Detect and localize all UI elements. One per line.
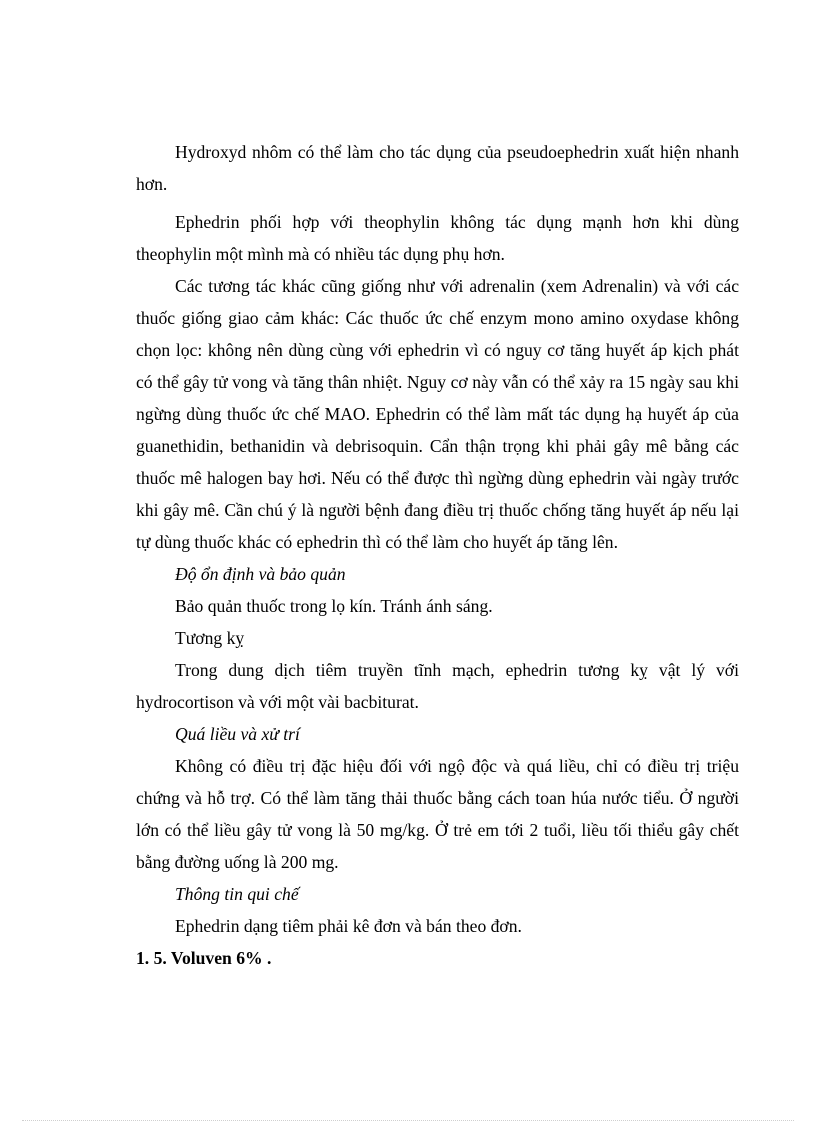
paragraph-theophylline: Ephedrin phối hợp với theophylin không tác dụng mạnh hơn khi dùng theophylin một mình mà có nhiều tác dụng phụ hơn. xyxy=(136,212,739,264)
page-bottom-divider xyxy=(22,1120,794,1121)
heading-incompatibility: Tương kỵ xyxy=(175,628,245,648)
paragraph-aluminum-hydroxide: Hydroxyd nhôm có thể làm cho tác dụng của pseudoephedrin xuất hiện nhanh hơn. xyxy=(136,142,739,194)
section-heading-voluven: 1. 5. Voluven 6% . xyxy=(136,948,272,968)
heading-regulation: Thông tin qui chế xyxy=(175,884,299,904)
text-incompatibility: Trong dung dịch tiêm truyền tĩnh mạch, ephedrin tương kỵ vật lý với hydrocortison và với một vài bacbiturat. xyxy=(136,660,739,712)
heading-overdose: Quá liều và xử trí xyxy=(175,724,300,744)
text-regulation: Ephedrin dạng tiêm phải kê đơn và bán theo đơn. xyxy=(175,916,522,936)
text-overdose: Không có điều trị đặc hiệu đối với ngộ độc và quá liều, chỉ có điều trị triệu chứng và hỗ trợ. Có thể làm tăng thải thuốc bằng cách toan húa nước tiểu. Ở người lớn có thể liều gây tử vong là 50 mg/kg. Ở trẻ em tới 2 tuổi, liều tối thiểu gây chết bằng đường uống là 200 mg. xyxy=(136,756,739,872)
document-body xyxy=(136,136,739,974)
paragraph-interactions: Các tương tác khác cũng giống như với adrenalin (xem Adrenalin) và với các thuốc giống giao cảm khác: Các thuốc ức chế enzym mono amino oxydase không chọn lọc: không nên dùng cùng với ephedrin vì có nguy cơ tăng huyết áp kịch phát có thể gây tử vong và tăng thân nhiệt. Nguy cơ này vẫn có thể xảy ra 15 ngày sau khi ngừng dùng thuốc ức chế MAO. Ephedrin có thể làm mất tác dụng hạ huyết áp của guanethidin, bethanidin và debrisoquin. Cẩn thận trọng khi phải gây mê bằng các thuốc mê halogen bay hơi. Nếu có thể được thì ngừng dùng ephedrin vài ngày trước khi gây mê. Cần chú ý là người bệnh đang điều trị thuốc chống tăng huyết áp nếu lại tự dùng thuốc khác có ephedrin thì có thể làm cho huyết áp tăng lên. xyxy=(136,276,739,552)
heading-stability: Độ ổn định và bảo quản xyxy=(175,564,346,584)
text-stability: Bảo quản thuốc trong lọ kín. Tránh ánh sáng. xyxy=(175,596,493,616)
